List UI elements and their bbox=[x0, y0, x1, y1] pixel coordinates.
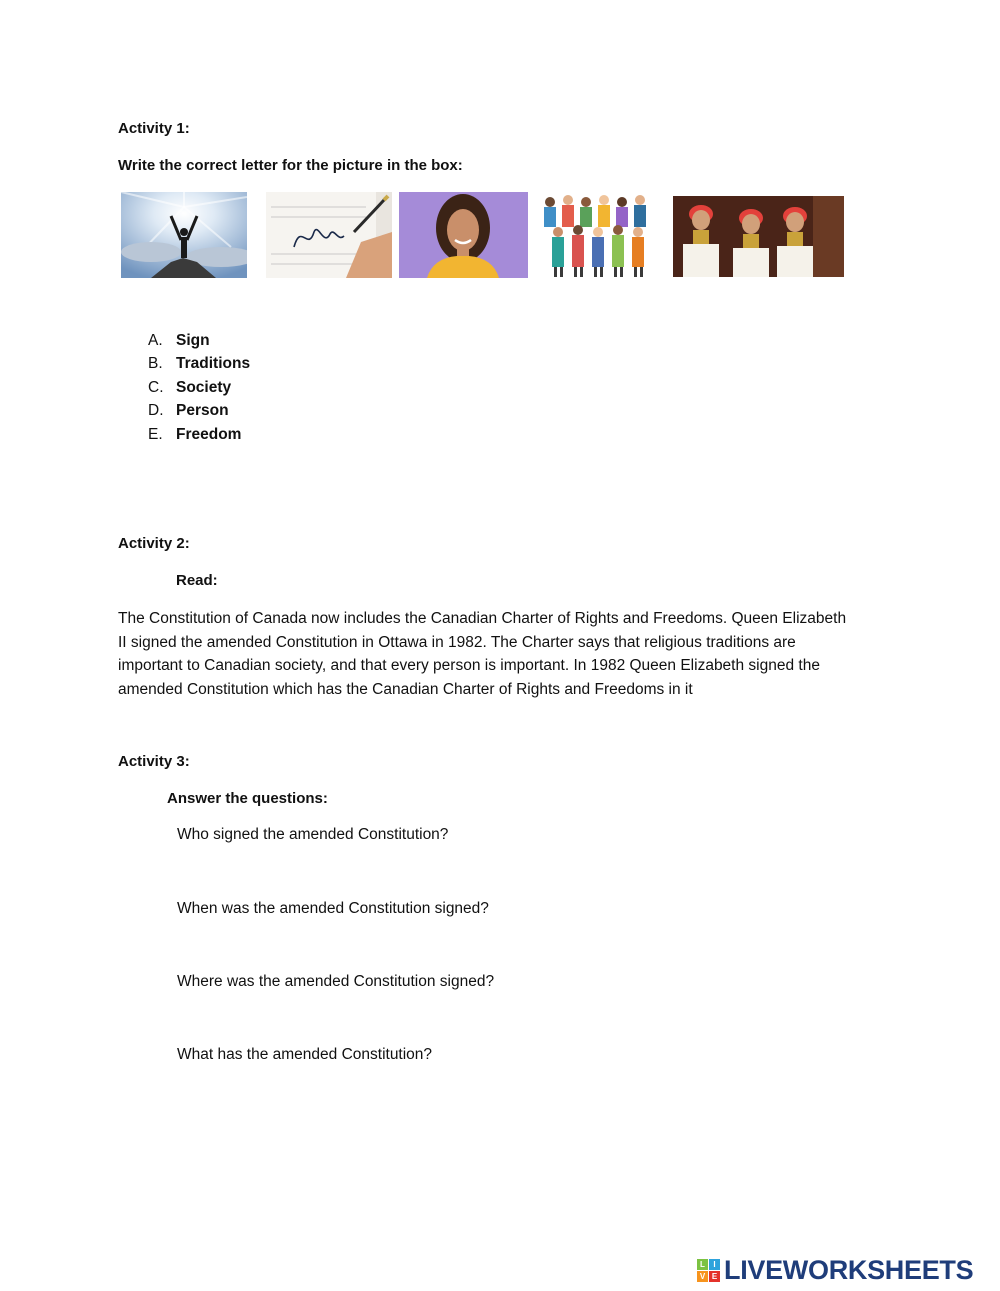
option-word: Freedom bbox=[176, 425, 242, 443]
option-d bbox=[148, 400, 250, 424]
option-word: Person bbox=[176, 402, 229, 420]
option-word: Society bbox=[176, 378, 232, 396]
passage-line: II signed the amended Constitution in Ottawa in 1982. The Charter says that religious traditions are bbox=[118, 633, 796, 651]
question-4: What has the amended Constitution? bbox=[177, 1046, 433, 1063]
option-b bbox=[148, 353, 250, 377]
question-2: When was the amended Constitution signed? bbox=[177, 900, 489, 917]
logo-letter: L bbox=[697, 1259, 708, 1270]
logo-letter: E bbox=[709, 1271, 720, 1282]
person-photo bbox=[399, 192, 528, 278]
reading-passage bbox=[118, 607, 908, 701]
logo-letter: V bbox=[697, 1271, 708, 1282]
traditions-photo bbox=[673, 196, 844, 277]
freedom-photo bbox=[121, 192, 247, 278]
activity1-title: Activity 1: bbox=[118, 120, 190, 137]
society-illustration bbox=[540, 192, 659, 278]
option-letter: D. bbox=[148, 402, 164, 420]
question-3: Where was the amended Constitution signed? bbox=[177, 973, 495, 990]
activity2-subtitle: Read: bbox=[176, 572, 218, 589]
logo-text: LIVEWORKSHEETS bbox=[724, 1254, 974, 1285]
passage-line: amended Constitution which has the Canadian Charter of Rights and Freedoms in it bbox=[118, 680, 693, 698]
option-e bbox=[148, 423, 250, 447]
option-letter: B. bbox=[148, 355, 163, 373]
question-1: Who signed the amended Constitution? bbox=[177, 826, 449, 843]
option-word: Traditions bbox=[176, 355, 251, 373]
option-a bbox=[148, 329, 250, 353]
activity2-title: Activity 2: bbox=[118, 535, 190, 552]
liveworksheets-logo bbox=[697, 1255, 973, 1285]
passage-line: The Constitution of Canada now includes the Canadian Charter of Rights and Freedoms. Queen Elizabeth bbox=[118, 610, 847, 627]
activity3-subtitle: Answer the questions: bbox=[167, 790, 328, 807]
activity3-title: Activity 3: bbox=[118, 753, 190, 770]
option-c bbox=[148, 376, 250, 400]
passage-line: important to Canadian society, and that every person is important. In 1982 Queen Elizabeth signed the bbox=[118, 657, 820, 674]
option-letter: A. bbox=[148, 331, 163, 349]
activity1-instruction: Write the correct letter for the picture in the box: bbox=[118, 157, 463, 174]
answer-options bbox=[148, 329, 250, 447]
logo-mark bbox=[697, 1259, 720, 1282]
signing-photo bbox=[266, 192, 392, 278]
logo-letter: I bbox=[709, 1259, 720, 1270]
option-letter: C. bbox=[148, 378, 164, 396]
option-letter: E. bbox=[148, 425, 163, 443]
option-word: Sign bbox=[176, 331, 210, 349]
